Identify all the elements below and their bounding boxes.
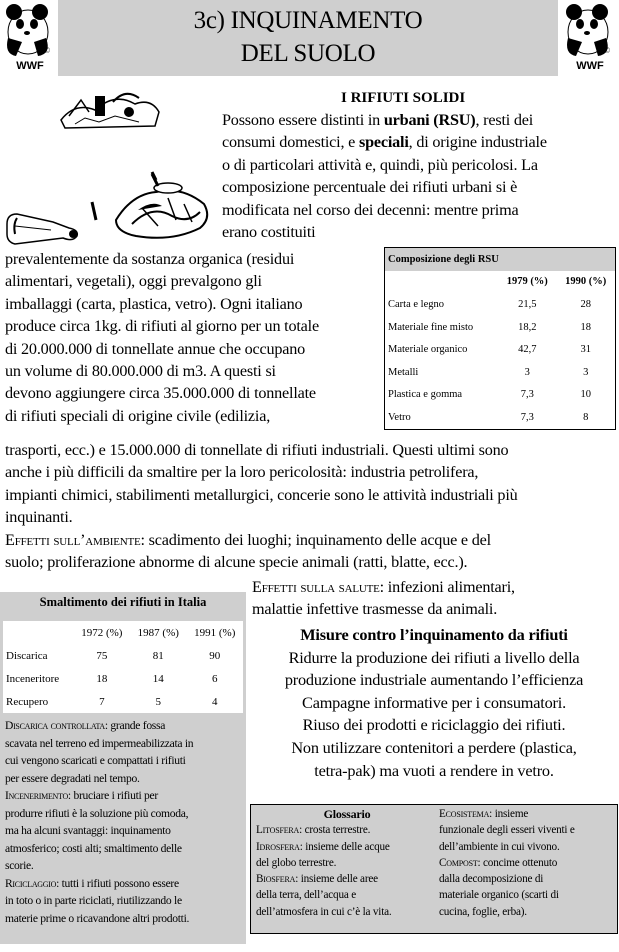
- text: materiale organico (scarti di: [439, 889, 559, 902]
- cell-value: 10: [580, 389, 591, 401]
- glossary-right-column: [439, 806, 615, 920]
- measures-section: [252, 624, 616, 782]
- cell-value: 6: [212, 672, 218, 685]
- text: insieme: [492, 808, 529, 820]
- text: bruciare i rifiuti per: [70, 789, 158, 802]
- cell-value: 18: [580, 321, 591, 333]
- column-header: 1979 (%): [506, 276, 548, 288]
- text: , resti dei: [475, 111, 534, 129]
- text: del globo terrestre.: [256, 856, 337, 869]
- text: funzionale degli esseri viventi e: [439, 824, 575, 837]
- waste-pile-illustration: [55, 82, 165, 134]
- text: impianti chimici, stabilimenti metallurgici, concerie sono le attività industriali più: [5, 485, 518, 504]
- text: suolo; proliferazione abnorme di alcune specie animali (ratti, blatte, ecc.).: [5, 553, 468, 572]
- row-label: Inceneritore: [6, 672, 60, 685]
- glossary-term: Biosfera:: [256, 873, 299, 886]
- cell-value: 14: [152, 672, 164, 685]
- text: insieme delle aree: [298, 873, 378, 886]
- table-row: [3, 690, 243, 713]
- measure-item: Campagne informative per i consumatori.: [302, 692, 566, 712]
- wwf-label: WWF: [16, 60, 44, 72]
- text: di rifiuti speciali di origine civile (edilizia,: [5, 406, 271, 425]
- text: dalla decomposizione di: [439, 873, 544, 886]
- health-effects: [252, 576, 616, 621]
- table-row: [385, 293, 616, 316]
- text: malattie infettive trasmesse da animali.: [252, 600, 498, 619]
- measure-item: produzione industriale aumentando l’efficienza: [284, 670, 584, 690]
- text: , di origine industriale: [408, 133, 547, 152]
- cell-value: 7: [99, 695, 105, 708]
- text: infezioni alimentari,: [383, 578, 515, 596]
- text: un volume di 80.000.000 di m3. A questi si: [5, 362, 276, 381]
- cell-value: 21,5: [518, 298, 537, 310]
- text: crosta terrestre.: [302, 824, 371, 837]
- column-header: 1972 (%): [81, 626, 123, 639]
- text: alimentari, vegetali), oggi prevalgono gli: [5, 272, 262, 291]
- table-row: [385, 316, 616, 339]
- text: inquinanti.: [5, 508, 73, 527]
- text: per essere degradati nel tempo.: [5, 771, 140, 785]
- text: atmosferico; costi alti; smaltimento delle: [5, 841, 182, 855]
- column-header: 1990 (%): [565, 276, 607, 288]
- table-cell: [385, 271, 499, 294]
- text: cucina, foglie, erba).: [439, 905, 527, 918]
- title-line-1: 3c) INQUINAMENTO: [193, 7, 423, 34]
- row-label: Recupero: [6, 695, 49, 708]
- table-row: [385, 406, 616, 429]
- row-label: Plastica e gomma: [388, 389, 463, 401]
- row-label: Vetro: [388, 411, 411, 423]
- glossary-left-column: [256, 806, 438, 920]
- cell-value: 18,2: [518, 321, 537, 333]
- rsu-composition-table: [384, 247, 616, 430]
- row-label: Metalli: [388, 366, 419, 378]
- text: trasporti, ecc.) e 15.000.000 di tonnellate di rifiuti industriali. Questi ultimi sono: [5, 441, 509, 459]
- text: di 20.000.000 di tonnellate annue che occupano: [5, 339, 306, 358]
- cell-value: 28: [580, 298, 591, 310]
- measure-item: Riuso dei prodotti e riciclaggio dei rifiuti.: [302, 715, 566, 735]
- glossary-term: Compost:: [439, 856, 481, 869]
- table-row: [3, 644, 243, 667]
- cell-value: 8: [583, 411, 589, 423]
- text: modificata nel corso dei decenni: mentre prima: [222, 200, 519, 219]
- disposal-definitions: [5, 717, 245, 927]
- text: scorie.: [5, 859, 34, 872]
- text: scavata nel terreno ed impermeabilizzata in: [5, 736, 194, 750]
- text: ma ha alcuni svantaggi: inquinamento: [5, 824, 171, 837]
- cell-value: 42,7: [518, 344, 537, 356]
- text: Possono essere distinti in: [222, 111, 384, 129]
- text: grande fossa: [107, 719, 166, 732]
- copyright-mark: ©: [44, 46, 51, 55]
- text: prevalentemente da sostanza organica (residui: [5, 250, 295, 268]
- text: dell’ambiente in cui vivono.: [439, 840, 560, 853]
- row-label: Discarica: [6, 649, 48, 662]
- text: devono aggiungere circa 35.000.000 di tonnellate: [5, 384, 316, 403]
- section-heading: I RIFIUTI SOLIDI: [341, 90, 466, 106]
- text: tutti i rifiuti possono essere: [59, 876, 179, 890]
- title-line-2: DEL SUOLO: [240, 40, 376, 67]
- text: cui vengono scaricati e compattati i rifiuti: [5, 754, 186, 767]
- effects-label: Effetti sulla salute:: [252, 578, 384, 596]
- copyright-mark: ©: [604, 46, 611, 55]
- glossary-term: Ecosistema:: [439, 808, 493, 820]
- page-title: [58, 4, 558, 70]
- text: consumi domestici, e: [222, 133, 359, 152]
- cell-value: 3: [583, 366, 589, 378]
- disposal-title: Smaltimento dei rifiuti in Italia: [39, 595, 207, 609]
- measure-item: tetra-pak) ma vuoti a rendere in vetro.: [314, 760, 554, 780]
- measure-item: Non utilizzare contenitori a perdere (plastica,: [291, 737, 577, 757]
- glossary-term: Idrosfera:: [256, 840, 303, 853]
- cell-value: 7,3: [520, 411, 534, 423]
- wwf-label: WWF: [576, 60, 604, 72]
- glossary-box: [250, 804, 618, 934]
- intro-paragraph: [222, 109, 618, 243]
- wwf-logo-right: [562, 2, 618, 72]
- waste-heap-illustration: [112, 164, 214, 244]
- cell-value: 18: [96, 672, 108, 685]
- definition-term: Incenerimento:: [5, 789, 71, 802]
- measures-title: Misure contro l’inquinamento da rifiuti: [300, 625, 568, 644]
- wwf-logo-left: [2, 2, 58, 72]
- debris-icon: [86, 200, 100, 224]
- text: dell’atmosfera in cui c’è la vita.: [256, 905, 392, 918]
- glossary-term: Litosfera:: [256, 824, 303, 837]
- column-header: 1991 (%): [194, 626, 236, 639]
- glossary-title: Glossario: [323, 807, 371, 821]
- row-label: Materiale fine misto: [388, 321, 474, 333]
- text: produrre rifiuti è la soluzione più comoda,: [5, 806, 189, 820]
- column-header: 1987 (%): [137, 626, 179, 639]
- environment-effects: [5, 529, 617, 574]
- text: concime ottenuto: [480, 856, 558, 869]
- table-row: [385, 361, 616, 384]
- text: o di particolari attività e, quindi, più pericolosi. La: [222, 155, 538, 174]
- text: produce circa 1kg. di rifiuti al giorno per un totale: [5, 317, 319, 336]
- text: in toto o in parte riciclati, riutilizzando le: [5, 894, 182, 907]
- table-title: Composizione degli RSU: [385, 248, 616, 271]
- term-speciali: speciali: [358, 133, 409, 152]
- row-label: Carta e legno: [388, 298, 444, 310]
- cell-value: 7,3: [520, 389, 534, 401]
- text: imballaggi (carta, plastica, vetro). Ogni italiano: [5, 294, 303, 313]
- text: scadimento dei luoghi; inquinamento delle acque e del: [144, 531, 491, 549]
- cell-value: 90: [209, 649, 221, 662]
- cell-value: 81: [152, 649, 164, 662]
- table-cell: [3, 621, 74, 644]
- disposal-table: [3, 621, 243, 713]
- cell-value: 3: [524, 366, 530, 378]
- table-row: [3, 667, 243, 690]
- cell-value: 4: [212, 695, 218, 708]
- text: della terra, dell’acqua e: [256, 889, 356, 902]
- cell-value: 31: [580, 344, 591, 356]
- cell-value: 5: [155, 695, 162, 708]
- effects-label: Effetti sull’ambiente:: [5, 531, 145, 549]
- measure-item: Ridurre la produzione dei rifiuti a livello della: [288, 647, 580, 667]
- debris-icon: [148, 172, 162, 190]
- text: anche i più difficili da smaltire per la loro pericolosità: industria petrolifera,: [5, 463, 479, 482]
- term-urbani: urbani (RSU): [383, 111, 476, 129]
- industrial-waste-paragraph: [5, 439, 617, 529]
- row-label: Materiale organico: [388, 344, 468, 356]
- bottle-illustration: [3, 204, 83, 250]
- table-row: [385, 384, 616, 407]
- cell-value: 75: [96, 649, 108, 662]
- definition-term: Riciclaggio:: [5, 876, 60, 890]
- text: materie prime o ricavandone altri prodotti.: [5, 911, 190, 925]
- text: insieme delle acque: [302, 840, 390, 853]
- main-paragraph: [5, 248, 383, 427]
- table-row: [385, 338, 616, 361]
- definition-term: Discarica controllata:: [5, 719, 108, 732]
- text: composizione percentuale dei rifiuti urbani si è: [222, 178, 518, 197]
- text: erano costituiti: [222, 223, 316, 242]
